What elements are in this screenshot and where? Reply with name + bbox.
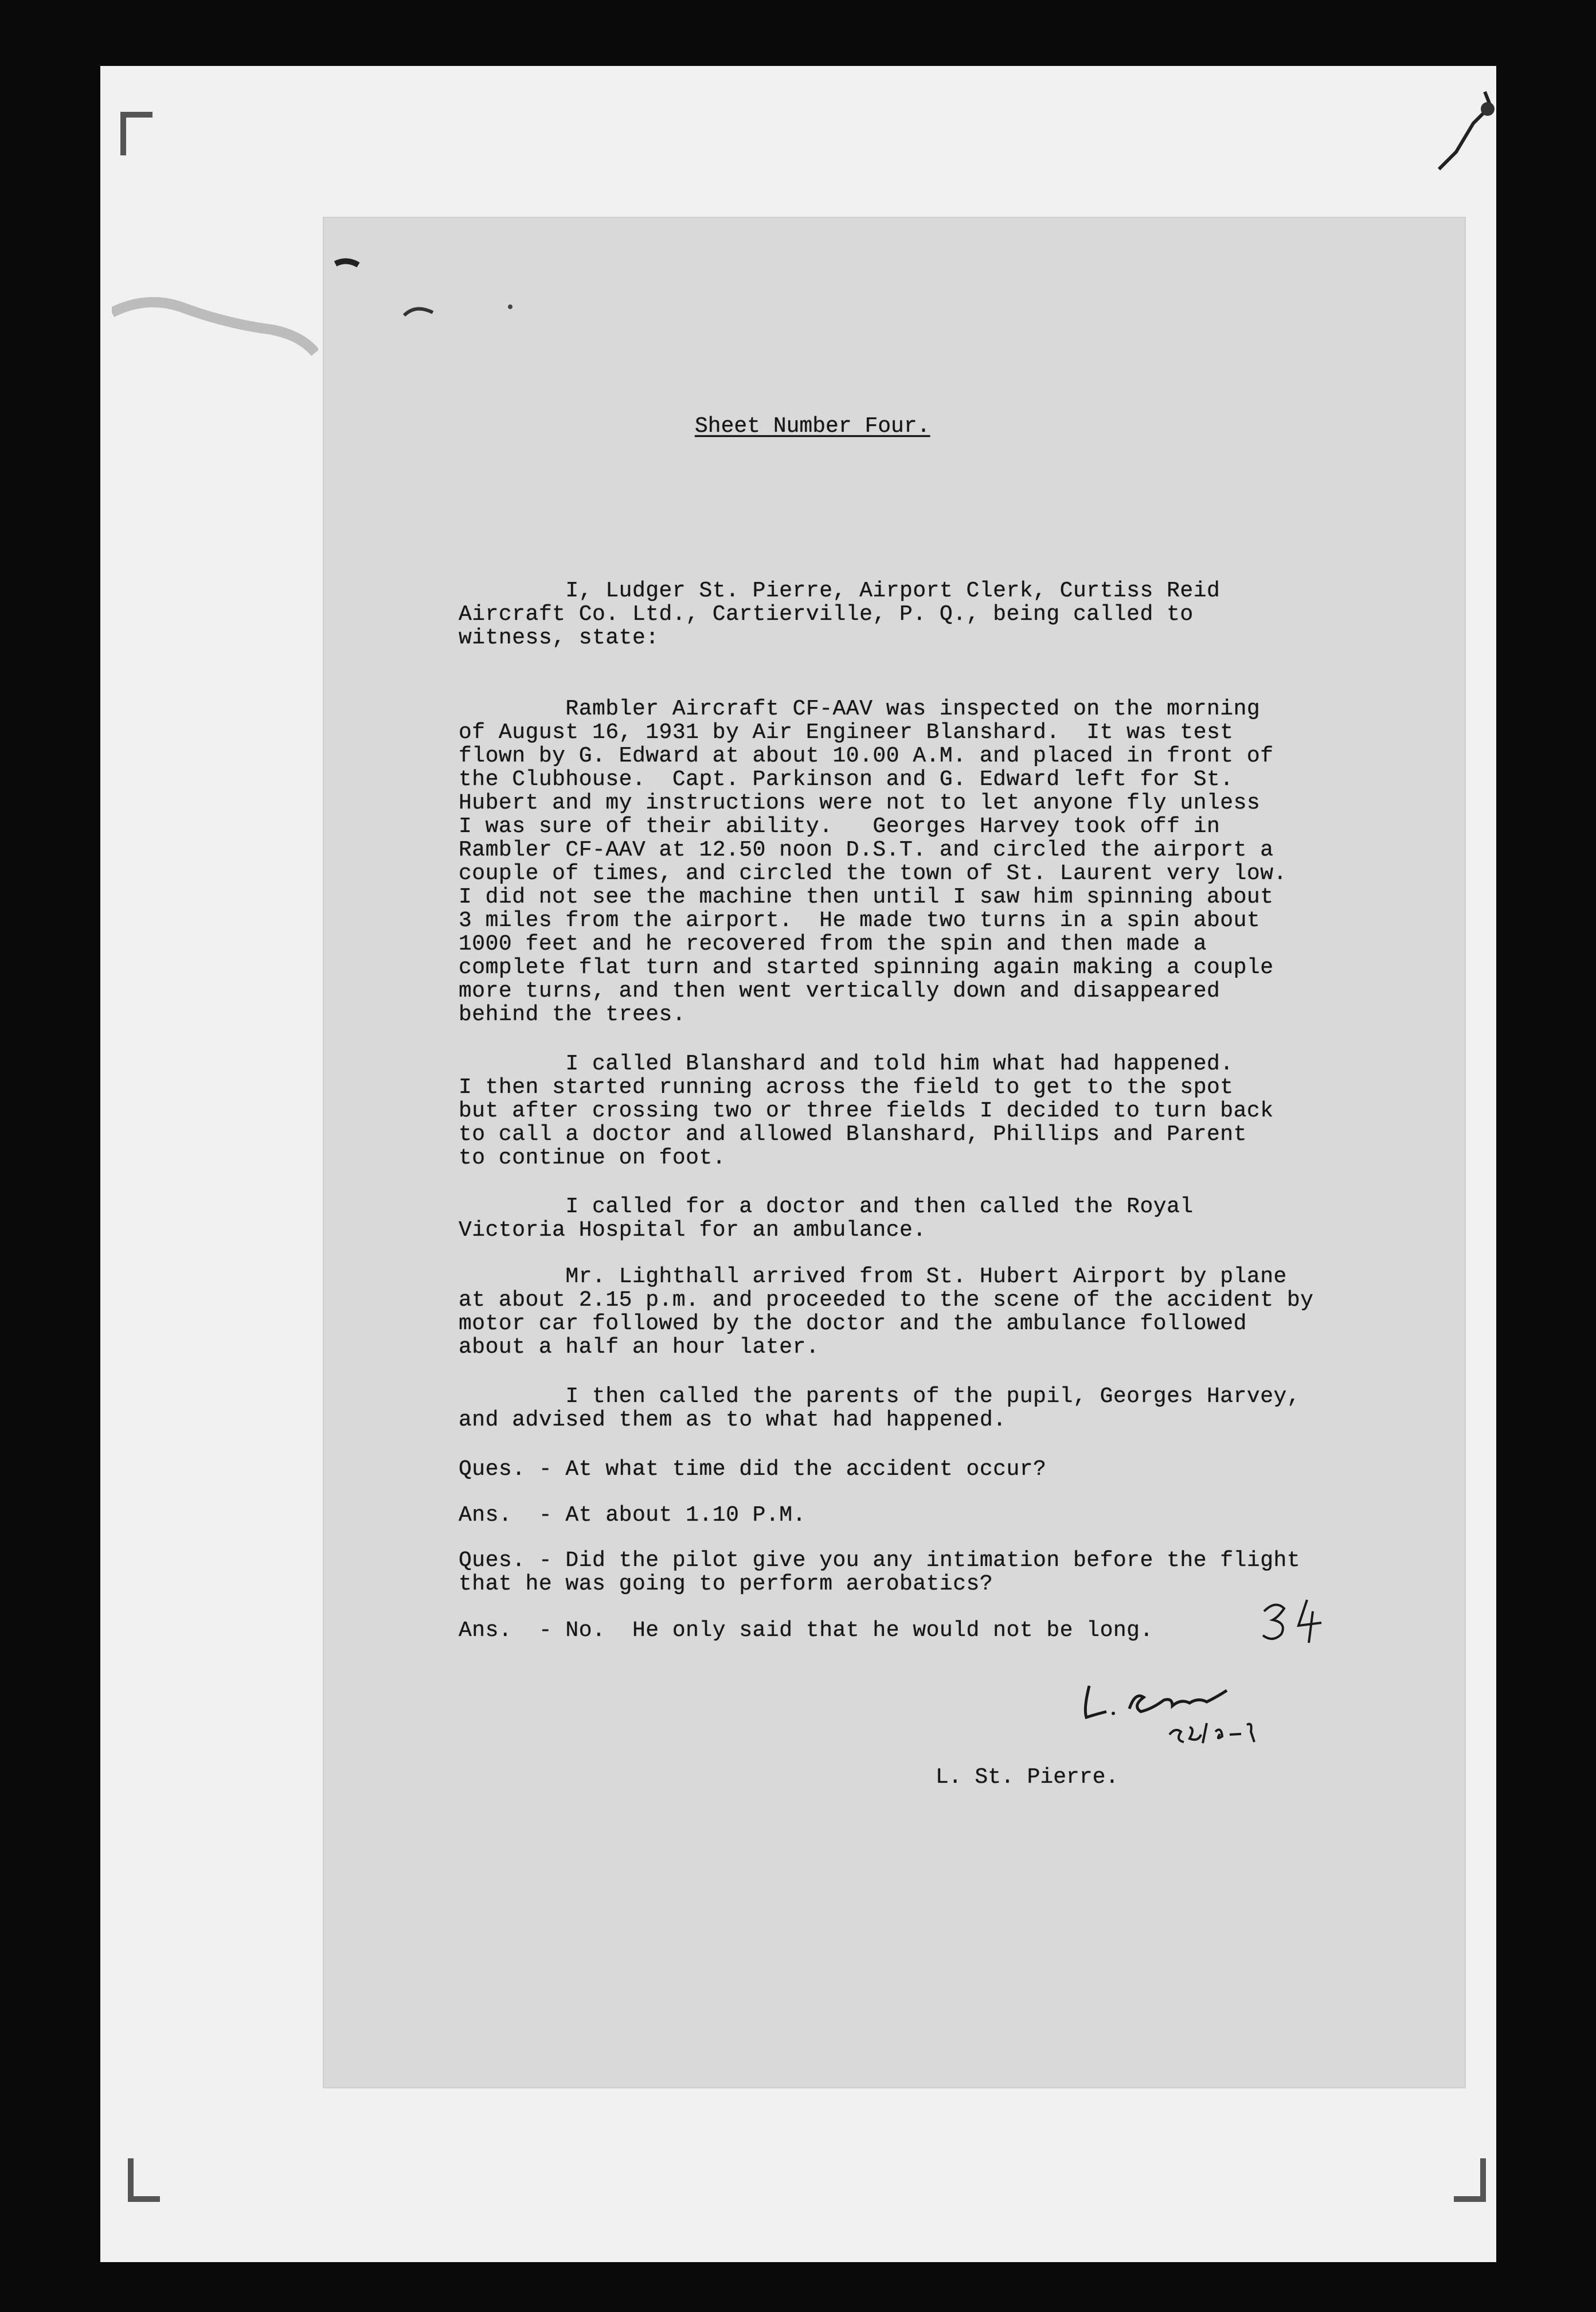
witness-introduction: I, Ludger St. Pierre, Airport Clerk, Curtiss Reid Aircraft Co. Ltd., Cartierville, P. Q., being called to witness, state: [459,579,1221,650]
crop-mark-bottom-left [128,2158,160,2202]
handwritten-signature [1072,1674,1278,1749]
typed-signature-name: L. St. Pierre. [936,1765,1119,1790]
paper-smudge-marks [324,218,553,367]
crop-mark-top-left [120,112,152,155]
question-1: Ques. - At what time did the accident occur? [459,1457,1047,1482]
answer-1: Ans. - At about 1.10 P.M. [459,1503,806,1528]
statement-paragraph-3: I called for a doctor and then called the Royal Victoria Hospital for an ambulance. [459,1194,1194,1243]
film-damage-mark [1433,89,1496,192]
statement-paragraph-2: I called Blanshard and told him what had happened. I then started running across the field to get to the spot but after crossing two or three fields I decided to turn back to call a doctor and allowed Blanshard, Phillips and Parent to continue on foot. [459,1052,1274,1170]
answer-2: Ans. - No. He only said that he would not be long. [459,1618,1153,1643]
torn-paper-fragment [112,290,318,358]
statement-paragraph-4: Mr. Lighthall arrived from St. Hubert Airport by plane at about 2.15 p.m. and proceeded to the scene of the accident by motor car followed by the doctor and the ambulance followed about a half an hour later. [459,1264,1314,1360]
handwritten-page-number [1258,1594,1333,1646]
statement-paragraph-1: Rambler Aircraft CF-AAV was inspected on the morning of August 16, 1931 by Air Engineer Blanshard. It was test flown by G. Edward at about 10.00 A.M. and placed in front of the Clubhouse. Capt. Parkinson and G. Edward left for St. Hubert and my instructions were not to let anyone fly unless I was sure of their ability. Georges Harvey took off in Rambler CF-AAV at 12.50 noon D.S.T. and circled the airport a couple of times, and circled the town of St. Laurent very low. I did not see the machine then until I saw him spinning about 3 miles from the airport. He made two turns in a spin about 1000 feet and he recovered from the spin and then made a complete flat turn and started spinning again making a couple more turns, and then went vertically down and disappeared behind the trees. [459,697,1287,1027]
statement-paragraph-5: I then called the parents of the pupil, Georges Harvey, and advised them as to what had happened. [459,1384,1301,1432]
crop-mark-bottom-right [1454,2158,1486,2202]
question-2: Ques. - Did the pilot give you any intimation before the flight that he was going to perform aerobatics? [459,1548,1301,1596]
sheet-heading: Sheet Number Four. [695,414,930,439]
